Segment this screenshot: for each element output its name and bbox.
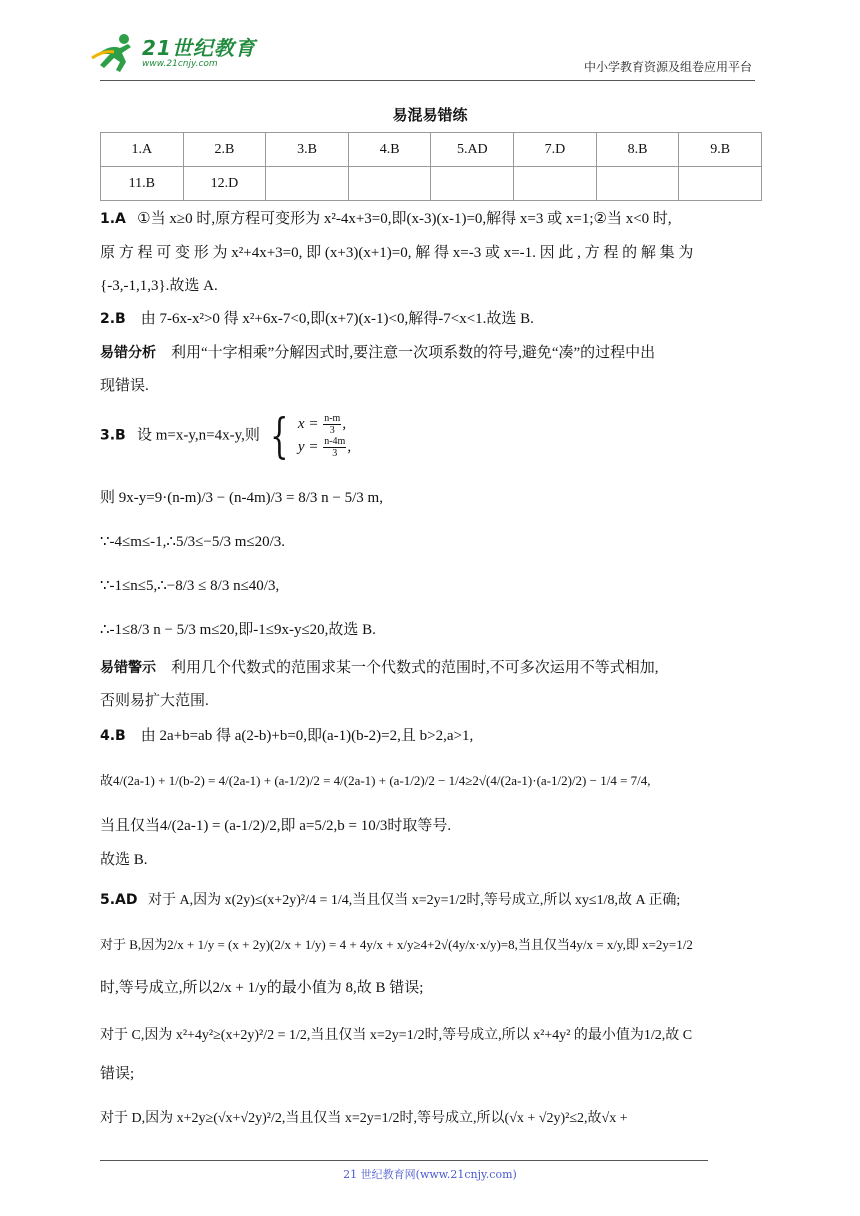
system-brace: { — [269, 408, 289, 464]
answer-cell: 9.B — [679, 133, 762, 167]
q5-label: 5.AD — [100, 892, 138, 908]
q1-line1 — [100, 208, 762, 230]
warning-label: 易错警示 — [100, 660, 156, 676]
answer-cell: 12.D — [183, 167, 266, 201]
q2-line — [100, 308, 762, 330]
answer-cell: 2.B — [183, 133, 266, 167]
q3-label: 3.B — [100, 427, 126, 444]
q4-line2: 故4/(2a-1) + 1/(b-2) = 4/(2a-1) + (a-1/2)/2 = 4/(2a-1) + (a-1/2)/2 − 1/4≥2√(4/(2a-1)·(a-1/2)/2) − 1/4 = 7/4, — [100, 773, 651, 788]
answer-cell — [348, 167, 431, 201]
q4-label: 4.B — [100, 728, 126, 744]
answer-cell — [679, 167, 762, 201]
analysis-text: 利用“十字相乘”分解因式时,要注意一次项系数的符号,避免“凑”的过程中出 — [171, 345, 656, 361]
q5-text: 对于 A,因为 x(2y)≤(x+2y)²/4 = 1/4,当且仅当 x=2y=1/2时,等号成立,所以 xy≤1/8,故 A 正确; — [148, 893, 681, 908]
warning-line2: 否则易扩大范围. — [100, 693, 209, 709]
answer-cell: 3.B — [266, 133, 349, 167]
warning-text: 利用几个代数式的范围求某一个代数式的范围时,不可多次运用不等式相加, — [171, 660, 659, 676]
q5-line2: 对于 B,因为2/x + 1/y = (x + 2y)(2/x + 1/y) = 4 + 4y/x + x/y≥4+2√(4y/x·x/y)=8,当且仅当4y/x = x/y,即 x=2y=1/2 — [100, 937, 693, 952]
page-footer: 21 世纪教育网(www.21cnjy.com) — [343, 1168, 517, 1181]
q5-line5: 错误; — [100, 1066, 135, 1082]
system-row-x: x = $\frac{n-m}{3}$ , — [297, 413, 347, 436]
q4-line3: 当且仅当4/(2a-1) = (a-1/2)/2,即 a=5/2,b = 10/3时取等号. — [100, 818, 452, 834]
equation-system — [298, 413, 351, 459]
logo-text: 21世纪教育 — [142, 36, 256, 60]
q2-text: 由 7-6x-x²>0 得 x²+6x-7<0,即(x+7)(x-1)<0,解得-7<x<1.故选 B. — [140, 311, 534, 327]
q3-step1: 则 9x-y=9·(n-m)/3 − (n-4m)/3 = 8/3 n − 5/3 m, — [100, 490, 383, 506]
analysis-line2: 现错误. — [100, 378, 149, 394]
q3-step3: ∵-1≤n≤5,∴−8/3 ≤ 8/3 n≤40/3, — [100, 578, 280, 594]
analysis-line1 — [100, 342, 762, 364]
answer-table — [100, 132, 762, 201]
analysis-label: 易错分析 — [100, 345, 156, 361]
answer-cell — [266, 167, 349, 201]
system-row-y: y = $\frac{n-4m}{3}$ , — [297, 436, 352, 460]
answer-cell: 8.B — [596, 133, 679, 167]
q2-label: 2.B — [100, 311, 126, 327]
q1-text: ①当 x≥0 时,原方程可变形为 x²-4x+3=0,即(x-3)(x-1)=0,解得 x=3 或 x=1;②当 x<0 时, — [137, 211, 672, 227]
answer-cell: 1.A — [101, 133, 184, 167]
answer-cell — [514, 167, 597, 201]
logo-url: www.21cnjy.com — [142, 59, 218, 69]
q1-line2: 原 方 程 可 变 形 为 x²+4x+3=0, 即 (x+3)(x+1)=0, 解 得 x=-3 或 x=-1. 因 此 , 方 程 的 解 集 为 — [100, 245, 694, 261]
q1-label: 1.A — [100, 211, 126, 227]
site-logo — [90, 32, 260, 74]
q3-step4: ∴-1≤8/3 n − 5/3 m≤20,即-1≤9x-y≤20,故选 B. — [100, 622, 376, 638]
answer-cell: 7.D — [514, 133, 597, 167]
page-header — [90, 30, 770, 78]
table-row — [101, 167, 762, 201]
section-title: 易混易错练 — [392, 106, 468, 124]
footer-divider — [100, 1160, 708, 1161]
answer-cell — [596, 167, 679, 201]
q5-line4: 对于 C,因为 x²+4y²≥(x+2y)²/2 = 1/2,当且仅当 x=2y=1/2时,等号成立,所以 x²+4y² 的最小值为1/2,故 C — [100, 1028, 693, 1043]
runner-logo-icon — [90, 32, 140, 74]
q3-step2: ∵-4≤m≤-1,∴5/3≤−5/3 m≤20/3. — [100, 534, 286, 550]
answer-cell: 4.B — [348, 133, 431, 167]
q1-line3: {-3,-1,1,3}.故选 A. — [100, 278, 218, 294]
header-divider — [100, 80, 755, 81]
answer-cell — [431, 167, 514, 201]
q5-line3: 时,等号成立,所以2/x + 1/y的最小值为 8,故 B 错误; — [100, 980, 424, 996]
q3-intro-text: 设 m=x-y,n=4x-y,则 — [136, 427, 260, 444]
platform-name: 中小学教育资源及组卷应用平台 — [583, 60, 752, 74]
q3-intro — [100, 408, 762, 464]
warning-line1 — [100, 657, 762, 679]
q4-line1 — [100, 725, 762, 747]
table-row — [101, 133, 762, 167]
answer-cell: 5.AD — [431, 133, 514, 167]
q5-line6: 对于 D,因为 x+2y≥(√x+√2y)²/2,当且仅当 x=2y=1/2时,等号成立,所以(√x + √2y)²≤2,故√x + — [100, 1111, 628, 1126]
answer-cell: 11.B — [101, 167, 184, 201]
q4-line4: 故选 B. — [100, 852, 148, 868]
q5-line1 — [100, 889, 762, 912]
q4-text: 由 2a+b=ab 得 a(2-b)+b=0,即(a-1)(b-2)=2,且 b>2,a>1, — [140, 728, 474, 744]
